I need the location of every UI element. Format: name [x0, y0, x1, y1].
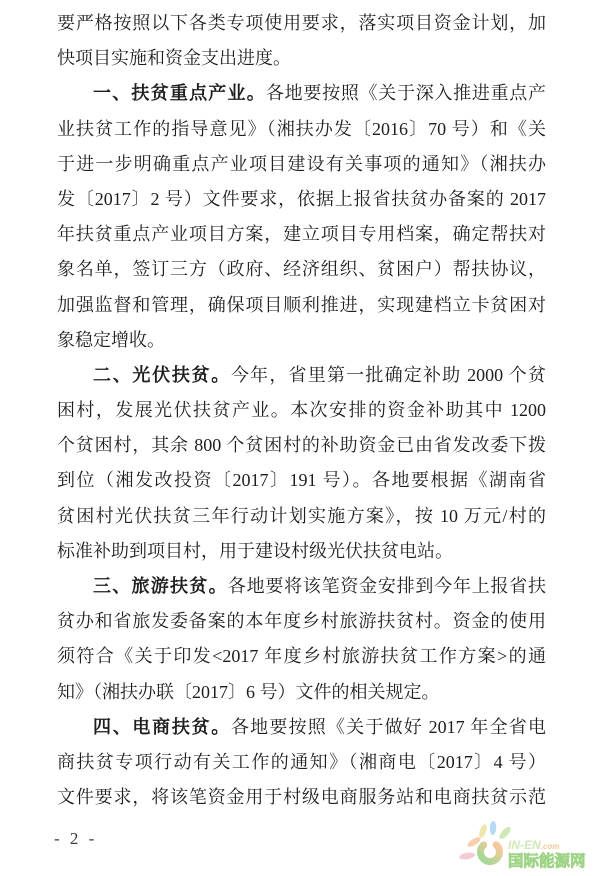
section-heading: 四、电商扶贫。 [93, 716, 231, 737]
body-text: 各地要按照《关于做好 2017 年全省电 [230, 716, 546, 737]
body-text: 发〔2017〕2 号）文件要求，依据上报省扶贫办备案的 2017 [57, 188, 546, 209]
body-text: 象稳定增收。 [57, 329, 165, 350]
text-line [57, 675, 546, 710]
body-text: 贫困村光伏扶贫三年行动计划实施方案》，按 10 万元/村的 [57, 505, 546, 526]
text-line [57, 569, 546, 604]
text-line [57, 463, 546, 498]
text-line [57, 112, 546, 147]
text-line [57, 76, 546, 111]
text-line [57, 639, 546, 674]
body-text: 象名单，签订三方（政府、经济组织、贫困户）帮扶协议， [57, 259, 546, 280]
text-line [57, 217, 546, 252]
text-line [57, 41, 546, 76]
body-text: 各地要将该笔资金安排到今年上报省扶 [227, 576, 546, 596]
text-line [57, 288, 546, 323]
body-text: 要严格按照以下各类专项使用要求，落实项目资金计划，加 [57, 13, 546, 33]
watermark-logo [452, 813, 600, 876]
body-text: 须符合《关于印发<2017 年度乡村旅游扶贫工作方案>的通 [57, 646, 546, 667]
body-text: 年扶贫重点产业项目方案，建立项目专用档案，确定帮扶对 [57, 224, 546, 245]
section-heading: 一、扶贫重点产业。 [93, 83, 266, 104]
text-line [57, 6, 546, 41]
body-text: 各地要按照《关于深入推进重点产 [265, 83, 546, 104]
section-heading: 三、旅游扶贫。 [93, 576, 228, 596]
watermark-site-cn: 国际能源网 [508, 853, 586, 870]
body-text: 贫办和省旅发委备案的本年度乡村旅游扶贫村。资金的使用 [57, 611, 546, 632]
text-line [57, 147, 546, 182]
body-text: 业扶贫工作的指导意见》（湘扶办发〔2016〕70 号）和《关 [57, 118, 546, 139]
section-heading: 二、光伏扶贫。 [93, 364, 231, 385]
body-text: 标准补助到项目村，用于建设村级光伏扶贫电站。 [57, 540, 453, 561]
logo-petal-pink [459, 851, 476, 860]
text-line [57, 499, 546, 534]
logo-petal-yellow [478, 823, 489, 838]
sun-swirl-logo-icon [459, 821, 513, 866]
body-text: 文件要求，将该笔资金用于村级电商服务站和电商扶贫示范 [57, 787, 546, 808]
page-number: - 2 - [54, 829, 98, 848]
body-text: 加强监督和管理，确保项目顺利推进，实现建档立卡贫困对 [57, 294, 546, 315]
text-line [57, 710, 546, 745]
text-line [57, 393, 546, 428]
document-text-block [57, 6, 546, 815]
logo-petal-blue [489, 821, 496, 835]
body-text: 商扶贫专项行动有关工作的通知》（湘商电〔2017〕4 号） [57, 751, 546, 772]
text-line [57, 182, 546, 217]
text-line [57, 252, 546, 287]
body-text: 到位（湘发改投资〔2017〕191 号）。各地要根据《湖南省 [57, 470, 546, 491]
text-line [57, 428, 546, 463]
text-line [57, 780, 546, 815]
body-text: 于进一步明确重点产业项目建设有关事项的通知》（湘扶办 [57, 153, 546, 174]
text-line [57, 358, 546, 393]
body-text: 困村，发展光伏扶贫产业。本次安排的资金补助其中 1200 [57, 400, 546, 421]
watermark-site-en: IN-EN.com [508, 838, 560, 852]
text-line [57, 323, 546, 358]
logo-ring [477, 839, 504, 866]
text-line [57, 604, 546, 639]
body-text: 个贫困村，其余 800 个贫困村的补助资金已由省发改委下拨 [57, 435, 546, 456]
text-line [57, 745, 546, 780]
body-text: 今年，省里第一批确定补助 2000 个贫 [230, 364, 546, 385]
body-text: 快项目实施和资金支出进度。 [57, 48, 291, 69]
text-line [57, 534, 546, 569]
body-text: 知》（湘扶办联〔2017〕6 号）文件的相关规定。 [57, 681, 440, 702]
